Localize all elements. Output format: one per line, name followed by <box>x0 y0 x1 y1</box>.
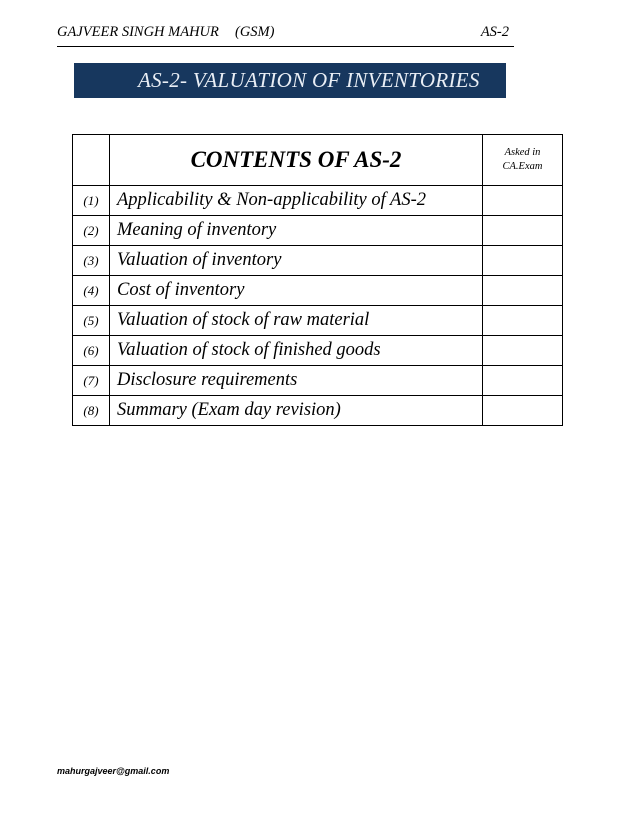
item-asked <box>483 216 563 246</box>
item-label: Valuation of stock of raw material <box>110 306 483 336</box>
title-banner: AS-2- VALUATION OF INVENTORIES <box>74 63 506 98</box>
item-label: Applicability & Non-applicability of AS-2 <box>110 186 483 216</box>
item-number: (8) <box>73 396 110 426</box>
asked-header <box>483 135 563 186</box>
item-asked <box>483 246 563 276</box>
table-row <box>73 366 563 396</box>
table-row <box>73 396 563 426</box>
item-number: (1) <box>73 186 110 216</box>
header-code: (GSM) <box>235 24 275 40</box>
item-number: (7) <box>73 366 110 396</box>
contents-title: CONTENTS OF AS-2 <box>110 135 483 186</box>
item-asked <box>483 306 563 336</box>
contents-table <box>72 134 563 426</box>
item-label: Summary (Exam day revision) <box>110 396 483 426</box>
item-label: Valuation of inventory <box>110 246 483 276</box>
header-author: GAJVEER SINGH MAHUR <box>57 24 219 40</box>
contents-header-row <box>73 135 563 186</box>
header-rule <box>57 46 514 47</box>
item-number: (3) <box>73 246 110 276</box>
item-number: (4) <box>73 276 110 306</box>
item-asked <box>483 366 563 396</box>
asked-line-2: CA.Exam <box>502 161 543 172</box>
item-asked <box>483 276 563 306</box>
table-row <box>73 216 563 246</box>
header-empty-cell <box>73 135 110 186</box>
table-row <box>73 186 563 216</box>
item-label: Cost of inventory <box>110 276 483 306</box>
item-number: (6) <box>73 336 110 366</box>
item-label: Meaning of inventory <box>110 216 483 246</box>
table-row <box>73 246 563 276</box>
item-label: Disclosure requirements <box>110 366 483 396</box>
table-row <box>73 306 563 336</box>
table-row <box>73 336 563 366</box>
item-asked <box>483 396 563 426</box>
item-asked <box>483 336 563 366</box>
item-number: (2) <box>73 216 110 246</box>
item-label: Valuation of stock of finished goods <box>110 336 483 366</box>
item-number: (5) <box>73 306 110 336</box>
asked-line-1: Asked in <box>504 147 541 158</box>
footer-email: mahurgajveer@gmail.com <box>57 766 170 776</box>
header-standard: AS-2 <box>480 24 509 40</box>
table-row <box>73 276 563 306</box>
item-asked <box>483 186 563 216</box>
